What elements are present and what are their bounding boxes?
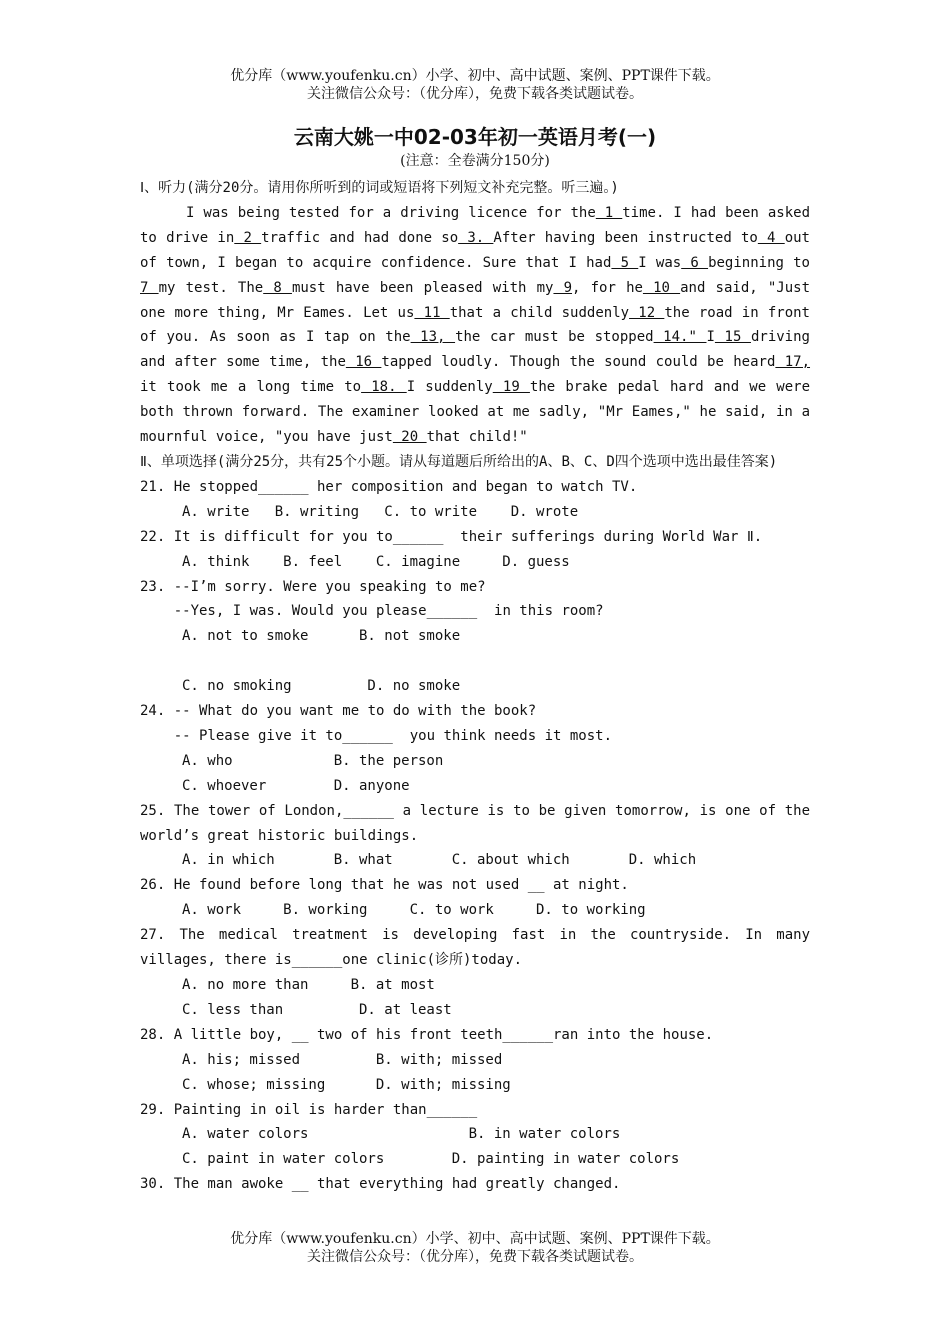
passage-text: out of town, I began to acquire confidence. Sure that I had: [140, 229, 810, 271]
answer-options: C. no smoking D. no smoke: [182, 678, 461, 695]
question-item: [140, 799, 819, 874]
passage-text: driving and after some time, the: [140, 329, 810, 371]
question-item: [140, 873, 810, 923]
question-stem: 26. He found before long that he was not used __ at night.: [140, 877, 629, 894]
passage-text: that child!": [426, 429, 528, 446]
answer-options: C. whoever D. anyone: [182, 777, 410, 794]
question-item: [140, 699, 810, 799]
question-stem: 29. Painting in oil is harder than______: [140, 1101, 478, 1118]
question-item: [140, 1023, 810, 1098]
passage-text: tapped loudly. Though the sound could be heard: [381, 354, 776, 371]
header-line-1: 优分库（www.youfenku.cn）小学、初中、高中试题、案例、PPT课件下载。: [230, 68, 720, 84]
passage-text: that a child suddenly: [449, 304, 630, 321]
answer-blank: 1: [595, 204, 623, 221]
question-stem: 23. --I’m sorry. Were you speaking to me?: [140, 578, 486, 595]
answer-blank: 13,: [410, 329, 456, 346]
answer-options: A. his; missed B. with; missed: [182, 1051, 503, 1068]
question-stem: 22. It is difficult for you to______ their sufferings during World War Ⅱ.: [140, 528, 763, 545]
passage-text: , for he: [572, 279, 643, 296]
question-item: [140, 475, 810, 525]
answer-blank: 16: [345, 354, 382, 371]
passage-text: the brake pedal hard and we were both thrown forward. The examiner looked at me sadly, "Mr Eames," he said, in a mournful voice, "you have just: [140, 379, 811, 446]
passage-text: After having been instructed to: [493, 229, 758, 246]
answer-blank: 10: [642, 279, 681, 296]
answer-blank: 3.: [458, 229, 494, 246]
question-stem: -- Please give it to______ you think needs it most.: [140, 727, 613, 744]
answer-blank: 14.": [653, 329, 707, 346]
answer-options: A. write B. writing C. to write D. wrote: [182, 503, 579, 520]
answer-blank: 7: [140, 279, 159, 296]
passage-text: time. I had been asked to drive in: [140, 204, 810, 246]
answer-options: C. less than D. at least: [182, 1001, 452, 1018]
passage-text: the road in front of you. As soon as I tap on the: [140, 304, 810, 346]
question-stem: 30. The man awoke __ that everything had greatly changed.: [140, 1176, 621, 1193]
question-item: [140, 923, 819, 1023]
answer-blank: 17,: [775, 354, 811, 371]
question-stem: 28. A little boy, __ two of his front teeth______ran into the house.: [140, 1026, 714, 1043]
answer-options: A. no more than B. at most: [182, 976, 435, 993]
passage-text: must have been pleased with my: [291, 279, 554, 296]
answer-blank: 20: [392, 429, 427, 446]
answer-blank: 5: [611, 254, 639, 271]
question-stem: 21. He stopped______ her composition and began to watch TV.: [140, 478, 638, 495]
passage-text: it took me a long time to: [140, 379, 362, 396]
section-1-heading: Ⅰ、听力(满分20分。请用你所听到的词或短语将下列短文补充完整。听三遍。): [140, 180, 619, 196]
passage-text: my test. The: [158, 279, 264, 296]
passage-text: I suddenly: [406, 379, 493, 396]
answer-options: A. not to smoke B. not smoke: [182, 628, 461, 645]
answer-blank: 11: [414, 304, 450, 321]
question-stem: --Yes, I was. Would you please______ in this room?: [140, 603, 604, 620]
question-list: [140, 475, 819, 1197]
passage-text: the car must be stopped: [455, 329, 654, 346]
answer-options: C. whose; missing D. with; missing: [182, 1076, 511, 1093]
listening-passage: [140, 201, 810, 450]
question-item: [140, 525, 810, 575]
exam-title: 云南大姚一中02-03年初一英语月考(一): [293, 125, 657, 149]
passage-text: I was being tested for a driving licence for the: [186, 204, 596, 221]
footer-line-2: 关注微信公众号：（优分库），免费下载各类试题试卷。: [307, 1249, 643, 1265]
passage-text: beginning to: [708, 254, 810, 271]
section-2-heading: Ⅱ、单项选择(满分25分，共有25个小题。请从每道题后所给出的A、B、C、D四个选项中选出最佳答案): [140, 453, 778, 470]
question-stem: 25. The tower of London,______ a lecture is to be given tomorrow, is one of the world’s great historic buildings.: [140, 802, 819, 844]
answer-options: A. in which B. what C. about which D. which: [182, 852, 697, 869]
answer-options: A. work B. working C. to work D. to working: [182, 902, 646, 919]
answer-options: A. who B. the person: [182, 752, 444, 769]
exam-body: [140, 176, 819, 1197]
question-stem: 24. -- What do you want me to do with the book?: [140, 703, 537, 720]
spacer: [140, 649, 810, 674]
passage-text: traffic and had done so: [261, 229, 459, 246]
answer-blank: 4: [757, 229, 785, 246]
question-item: [140, 1172, 810, 1197]
answer-blank: 8: [263, 279, 292, 296]
footer-line-1: 优分库（www.youfenku.cn）小学、初中、高中试题、案例、PPT课件下载。: [230, 1231, 720, 1247]
question-item: [140, 1098, 810, 1173]
answer-blank: 18.: [361, 379, 407, 396]
answer-blank: 2: [234, 229, 262, 246]
answer-blank: 12: [629, 304, 665, 321]
question-item: [140, 575, 810, 700]
passage-text: I was: [638, 254, 682, 271]
answer-blank: 15: [714, 329, 751, 346]
answer-blank: 6: [681, 254, 709, 271]
exam-note: (注意：全卷满分150分): [400, 153, 550, 169]
answer-blank: 19: [492, 379, 530, 396]
passage-text: I: [706, 329, 715, 346]
header-line-2: 关注微信公众号：（优分库），免费下载各类试题试卷。: [307, 86, 643, 102]
answer-options: A. water colors B. in water colors: [182, 1126, 621, 1143]
passage-text: and said, "Just one more thing, Mr Eames. Let us: [140, 279, 810, 321]
answer-blank: 9: [553, 279, 573, 296]
answer-options: A. think B. feel C. imagine D. guess: [182, 553, 570, 570]
question-stem: 27. The medical treatment is developing fast in the countryside. In many villages, there is______one clinic(诊所)today.: [140, 927, 819, 969]
answer-options: C. paint in water colors D. painting in water colors: [182, 1151, 680, 1168]
